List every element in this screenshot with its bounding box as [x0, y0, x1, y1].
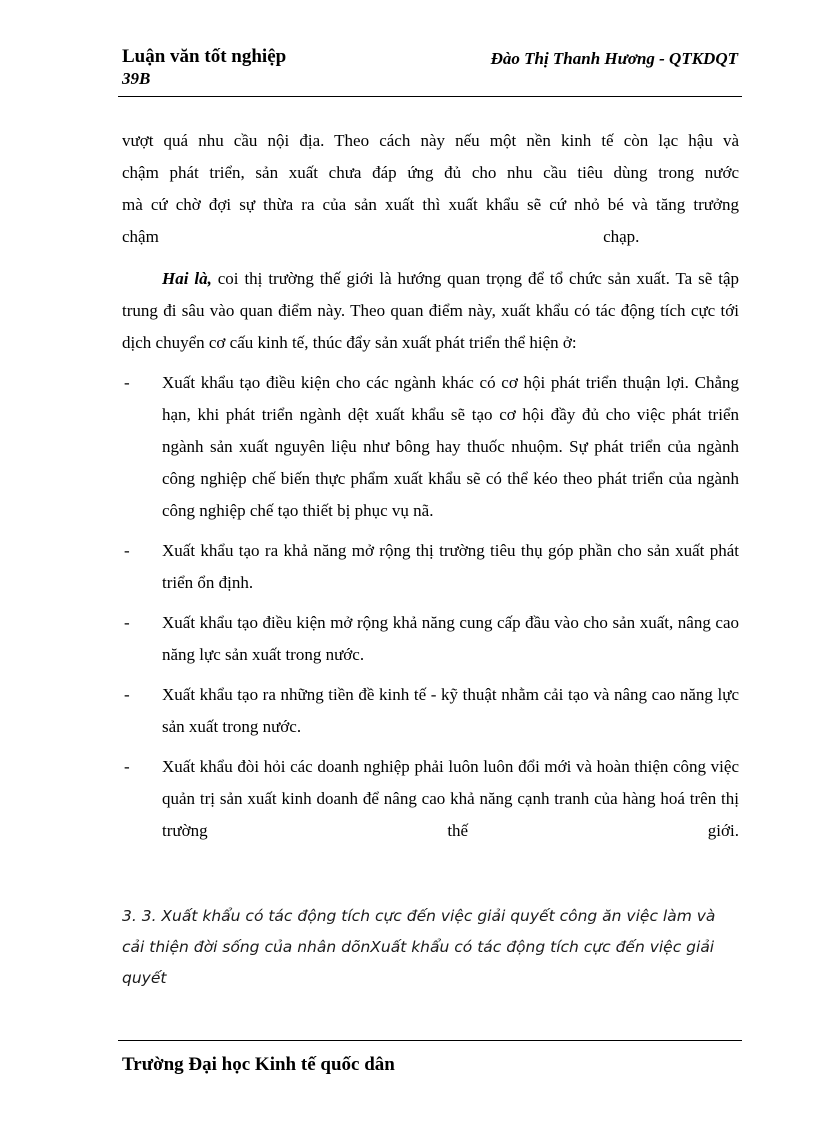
bullet-dash: - — [124, 613, 130, 632]
footer-divider — [118, 1040, 742, 1041]
list-item — [122, 535, 739, 599]
list-item — [122, 367, 739, 527]
hai-la-text: coi thị trường thế giới là hướng quan trọng để tổ chức sản xuất. Ta sẽ tập trung đi sâu vào quan điểm này. Theo quan điểm này, xuất khẩu có tác động tích cực tới dịch chuyển cơ cấu kinh tế, thúc đẩy sản xuất phát triển thể hiện ở: — [122, 269, 739, 352]
header-title: Luận văn tốt nghiệp — [122, 46, 287, 67]
bullet-list — [122, 367, 739, 847]
para1-line-1: vượt quá nhu cầu nội địa. Theo cách này nếu một nền kinh tế còn lạc hậu và — [122, 131, 739, 150]
section-heading: 3. 3. Xuất khẩu có tác động tích cực đến việc giải quyết công ăn việc làm và cải thiện đời sống của nhân dõnXuất khẩu có tác động tích cực đến việc giải quyết — [122, 907, 716, 987]
bullet-dash: - — [124, 541, 130, 560]
hai-la-lead: Hai là, — [162, 269, 212, 288]
header-author: Đào Thị Thanh Hương - QTKDQT — [490, 49, 738, 68]
bullet-dash: - — [124, 685, 130, 704]
list-item-text: Xuất khẩu tạo điều kiện cho các ngành khác có cơ hội phát triển thuận lợi. Chẳng hạn, khi phát triển ngành dệt xuất khẩu sẽ tạo cơ hội đầy đủ cho việc phát triển ngành sản xuất nguyên liệu như bông hay thuốc nhuộm. Sự phát triển của ngành công nghiệp chế biến thực phẩm xuất khẩu sẽ có thể kéo theo phát triển của ngành công nghiệp chế tạo thiết bị phục vụ nã. — [162, 373, 739, 520]
footer-school: Trường Đại học Kinh tế quốc dân — [122, 1054, 395, 1075]
list-item-text: Xuất khẩu tạo ra những tiền đề kinh tế - kỹ thuật nhằm cải tạo và nâng cao năng lực sản xuất trong nước. — [162, 685, 739, 736]
bullet-dash: - — [124, 373, 130, 392]
para1-line-3: mà cứ chờ đợi sự thừa ra của sản xuất thì xuất khẩu sẽ cứ nhỏ bé và tăng trưởng — [122, 195, 739, 214]
header-class-code: 39B — [122, 69, 151, 88]
list-item-text: Xuất khẩu tạo điều kiện mở rộng khả năng cung cấp đầu vào cho sản xuất, nâng cao năng lực sản xuất trong nước. — [162, 613, 739, 664]
header-divider — [118, 96, 742, 97]
paragraph-hai-la — [122, 263, 739, 359]
bullet-dash: - — [124, 757, 130, 776]
list-item — [122, 679, 739, 743]
header-title-block — [122, 46, 286, 90]
list-item — [122, 751, 739, 847]
para1-line-4: chậm chạp. — [122, 227, 640, 246]
body-text — [122, 125, 739, 847]
list-item-text: Xuất khẩu đòi hỏi các doanh nghiệp phải luôn luôn đổi mới và hoàn thiện công việc quản trị sản xuất kinh doanh để nâng cao khả năng cạnh tranh của hàng hoá trên thị trường thế giới. — [162, 757, 739, 840]
para1-line-2: chậm phát triển, sản xuất chưa đáp ứng đủ cho nhu cầu tiêu dùng trong nước — [122, 163, 739, 182]
list-item — [122, 607, 739, 671]
list-item-text: Xuất khẩu tạo ra khả năng mở rộng thị trường tiêu thụ góp phần cho sản xuất phát triển ổn định. — [162, 541, 739, 592]
paragraph-continuation — [122, 125, 739, 253]
